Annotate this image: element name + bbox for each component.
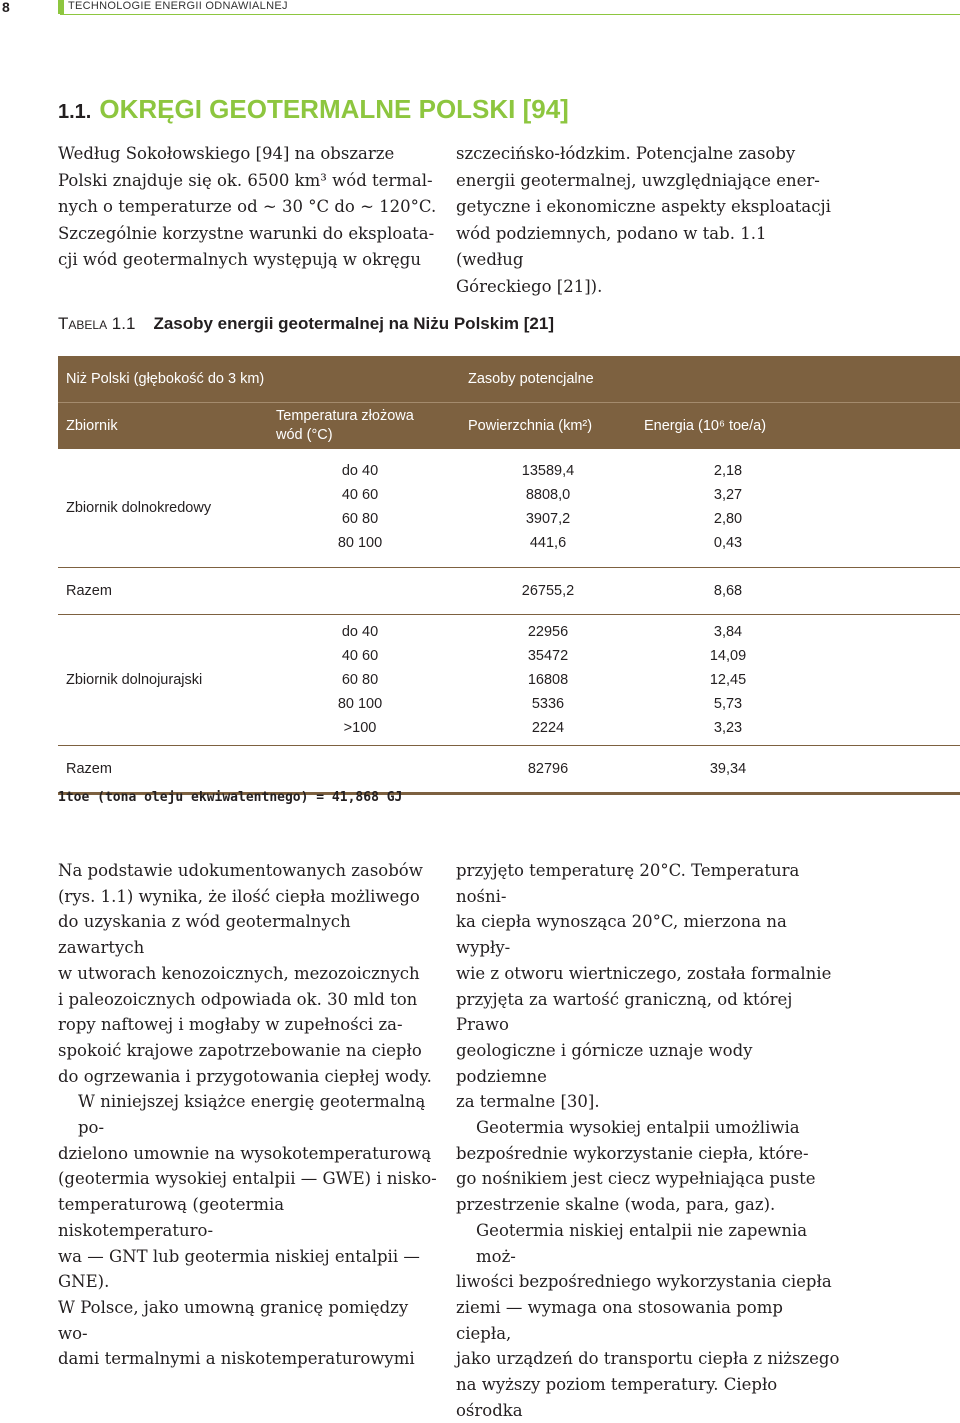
header-accent-bar bbox=[58, 0, 64, 14]
text-line: ka ciepła wynosząca 20°C, mierzona na wypły- bbox=[456, 912, 787, 958]
column-header-energy: Energia (10⁶ toe/a) bbox=[644, 418, 767, 434]
table-header-columns-row bbox=[58, 403, 960, 449]
text-line: bezpośrednie wykorzystanie ciepła, które- bbox=[456, 1143, 809, 1163]
column-header-temperature-line1: Temperatura złożowa bbox=[276, 408, 414, 424]
table-cell: 60 80 bbox=[341, 672, 379, 688]
table-cell: 12,45 bbox=[709, 672, 747, 688]
table-cell: 8808,0 bbox=[525, 487, 571, 503]
header-group-left: Niż Polski (głębokość do 3 km) bbox=[66, 371, 265, 387]
text-line: W niniejszej książce energię geotermalną po- bbox=[78, 1092, 426, 1138]
area-values bbox=[478, 620, 618, 740]
text-line: (rys. 1.1) wynika, że ilość ciepła możliwego bbox=[58, 886, 420, 906]
text-line: Według Sokołowskiego [94] na obszarze bbox=[58, 144, 395, 163]
table-label: Tabela 1.1 bbox=[58, 314, 136, 333]
text-line: dami termalnymi a niskotemperaturowymi bbox=[58, 1349, 415, 1369]
text-line: jako urządzeń do transportu ciepła z niższego bbox=[456, 1349, 840, 1369]
table-caption-text: Zasoby energii geotermalnej na Niżu Polskim [21] bbox=[153, 314, 554, 333]
table-cell: 5,73 bbox=[713, 696, 743, 712]
page-number: 8 bbox=[2, 0, 10, 15]
text-line: do uzyskania z wód geotermalnych zawartych bbox=[58, 912, 351, 958]
column-header-reservoir: Zbiornik bbox=[66, 418, 118, 434]
text-line: na wyższy poziom temperatury. Ciepło ośrodka bbox=[456, 1375, 778, 1420]
table-header-group-row bbox=[58, 356, 960, 403]
table-cell: 2,80 bbox=[713, 511, 743, 527]
text-line: wie z otworu wiertniczego, została formalnie bbox=[456, 963, 832, 983]
text-line: Szczególnie korzystne warunki do eksploata- bbox=[58, 223, 435, 243]
column-header-temperature-line2: wód (°C) bbox=[276, 427, 333, 443]
table-block-dolnokredowy bbox=[58, 449, 960, 568]
text-line: cji wód geotermalnych występują w okręgu bbox=[58, 250, 421, 269]
table-cell: 40 60 bbox=[341, 487, 379, 503]
table-header bbox=[58, 356, 960, 449]
text-line: go nośnikiem jest ciecz wypełniająca puste bbox=[456, 1169, 816, 1189]
text-line: Geotermia wysokiej entalpii umożliwia bbox=[476, 1118, 800, 1138]
table-cell: 0,43 bbox=[713, 535, 743, 551]
table-footnote: 1toe (tona oleju ekwiwalentnego) = 41,868 GJ bbox=[58, 790, 403, 805]
intro-left-column bbox=[58, 141, 440, 274]
text-line: do ogrzewania i przygotowania ciepłej wody. bbox=[58, 1066, 432, 1086]
table-total-row bbox=[58, 568, 960, 615]
reservoir-name: Zbiornik dolnojurajski bbox=[66, 672, 203, 688]
text-line: (geotermia wysokiej entalpii — GWE) i nisko- bbox=[58, 1169, 437, 1189]
table-cell: 35472 bbox=[527, 648, 569, 664]
text-line: ziemi — wymaga ona stosowania pomp ciepła, bbox=[456, 1297, 783, 1343]
text-line: temperaturową (geotermia niskotemperaturo- bbox=[58, 1195, 285, 1240]
text-line: wa — GNT lub geotermia niskiej entalpii — GNE). bbox=[58, 1246, 420, 1292]
table-total-row bbox=[58, 746, 960, 792]
table-cell: >100 bbox=[343, 720, 377, 736]
table-cell: 22956 bbox=[527, 624, 569, 640]
text-line: szczecińsko-łódzkim. Potencjalne zasoby bbox=[456, 144, 796, 163]
table-cell: 80 100 bbox=[337, 535, 383, 551]
text-line: energii geotermalnej, uwzględniające ener- bbox=[456, 170, 820, 190]
total-label: Razem bbox=[66, 583, 112, 599]
text-line: nych o temperaturze od ~ 30 °C do ~ 120°C. bbox=[58, 197, 437, 216]
section-number: 1.1. bbox=[58, 101, 92, 123]
temperature-values bbox=[320, 459, 400, 555]
text-line: getyczne i ekonomiczne aspekty eksploatacji bbox=[456, 197, 831, 216]
table-cell: 2224 bbox=[531, 720, 565, 736]
text-line: liwości bezpośredniego wykorzystania ciepła bbox=[456, 1272, 832, 1292]
body-left-column bbox=[58, 858, 438, 1372]
total-area: 82796 bbox=[527, 761, 569, 777]
header-group-right: Zasoby potencjalne bbox=[468, 371, 594, 387]
table-cell: 2,18 bbox=[713, 463, 743, 479]
table-cell: 40 60 bbox=[341, 648, 379, 664]
text-line: dzielono umownie na wysokotemperaturową bbox=[58, 1143, 432, 1163]
reservoir-name: Zbiornik dolnokredowy bbox=[66, 500, 212, 516]
table-cell: 441,6 bbox=[529, 535, 567, 551]
area-values bbox=[478, 459, 618, 555]
column-header-area: Powierzchnia (km²) bbox=[468, 418, 593, 434]
table-cell: 80 100 bbox=[337, 696, 383, 712]
table-cell: 3,23 bbox=[713, 720, 743, 736]
text-line: Geotermia niskiej entalpii nie zapewnia moż- bbox=[476, 1220, 808, 1266]
table-cell: 14,09 bbox=[709, 648, 747, 664]
text-line: spokoić krajowe zapotrzebowanie na ciepło bbox=[58, 1040, 422, 1060]
total-area: 26755,2 bbox=[521, 583, 575, 599]
table-block-dolnojurajski bbox=[58, 615, 960, 746]
running-header bbox=[0, 0, 960, 18]
table-cell: 60 80 bbox=[341, 511, 379, 527]
table-cell: 13589,4 bbox=[521, 463, 575, 479]
table-cell: 3,27 bbox=[713, 487, 743, 503]
text-line: W Polsce, jako umowną granicę pomiędzy wo- bbox=[58, 1297, 409, 1343]
temperature-values bbox=[320, 620, 400, 740]
header-rule bbox=[60, 14, 960, 15]
text-line: geologiczne i górnicze uznaje wody podziemne bbox=[456, 1040, 753, 1086]
table-caption bbox=[58, 314, 554, 334]
text-line: ropy naftowej i mogłaby w zupełności za- bbox=[58, 1015, 403, 1035]
table-cell: 16808 bbox=[527, 672, 569, 688]
energy-values bbox=[678, 620, 778, 740]
text-line: Polski znajduje się ok. 6500 km³ wód termal- bbox=[58, 170, 433, 190]
text-line: Góreckiego [21]). bbox=[456, 276, 603, 296]
section-heading bbox=[58, 94, 569, 125]
table-cell: do 40 bbox=[341, 624, 379, 640]
total-label: Razem bbox=[66, 761, 112, 777]
column-header-temperature bbox=[276, 403, 414, 449]
text-line: wód podziemnych, podano w tab. 1.1 (według bbox=[456, 223, 767, 269]
text-line: przestrzenie skalne (woda, para, gaz). bbox=[456, 1195, 776, 1215]
table-cell: 3907,2 bbox=[525, 511, 571, 527]
table-cell: do 40 bbox=[341, 463, 379, 479]
text-line: za termalne [30]. bbox=[456, 1092, 600, 1112]
text-line: przyjęto temperaturę 20°C. Temperatura nośni- bbox=[456, 861, 800, 906]
text-line: w utworach kenozoicznych, mezozoicznych bbox=[58, 963, 420, 983]
total-energy: 39,34 bbox=[709, 761, 747, 777]
table-cell: 5336 bbox=[531, 696, 565, 712]
total-energy: 8,68 bbox=[713, 583, 743, 599]
table-cell: 3,84 bbox=[713, 624, 743, 640]
section-title: OKRĘGI GEOTERMALNE POLSKI [94] bbox=[99, 94, 569, 124]
text-line: Na podstawie udokumentowanych zasobów bbox=[58, 861, 423, 880]
text-line: przyjęta za wartość graniczną, od której Prawo bbox=[456, 989, 793, 1035]
text-line: i paleozoicznych odpowiada ok. 30 mld ton bbox=[58, 989, 418, 1009]
intro-right-column bbox=[456, 141, 836, 300]
running-header-title: TECHNOLOGIE ENERGII ODNAWIALNEJ bbox=[68, 0, 288, 12]
body-right-column bbox=[456, 858, 840, 1423]
energy-values bbox=[678, 459, 778, 555]
resources-table bbox=[58, 356, 960, 795]
